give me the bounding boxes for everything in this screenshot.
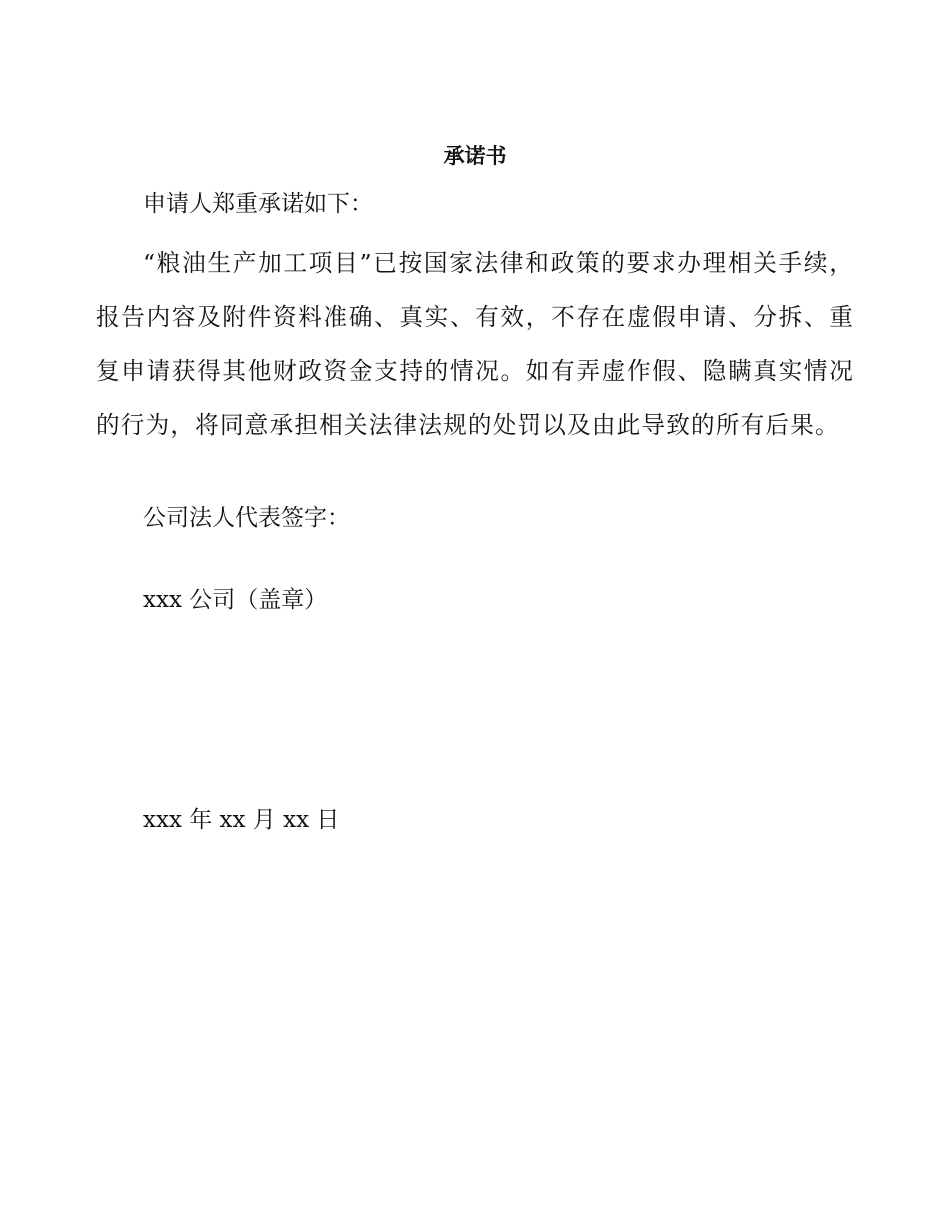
date-line: xxx 年 xx 月 xx 日 — [143, 807, 340, 833]
document-title: 承诺书 — [443, 144, 507, 168]
company-seal-line: xxx 公司（盖章） — [143, 587, 328, 613]
intro-line: 申请人郑重承诺如下： — [143, 191, 373, 217]
signature-label: 公司法人代表签字： — [143, 505, 350, 531]
commitment-paragraph: “粮油生产加工项目”已按国家法律和政策的要求办理相关手续，报告内容及附件资料准确、真实、有效，不存在虚假申请、分拆、重复申请获得其他财政资金支持的情况。如有弄虚作假、隐瞒真实情况的行为，将同意承担相关法律法规的处罚以及由此导致的所有后果。 — [96, 249, 854, 439]
